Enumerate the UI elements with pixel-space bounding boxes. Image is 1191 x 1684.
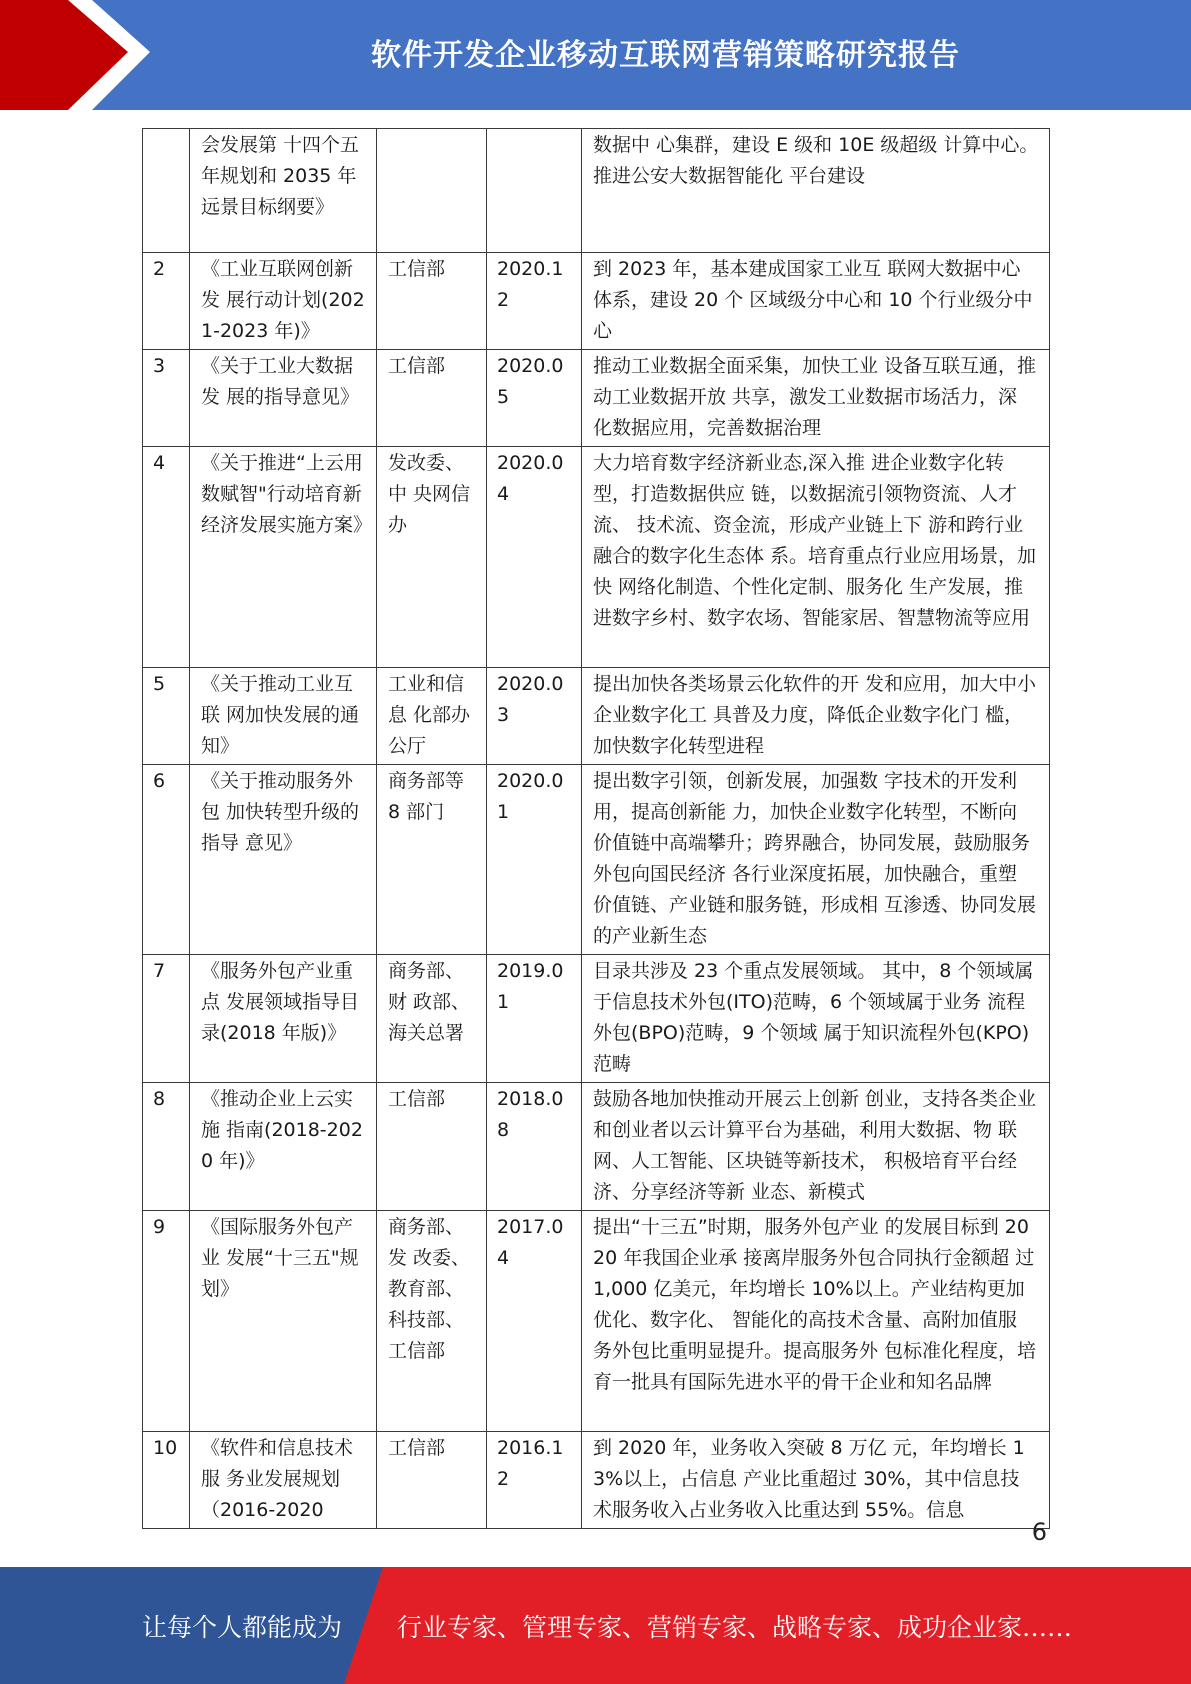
issue-date: 2020.05: [487, 350, 582, 447]
policy-name: 《国际服务外包产业 发展“十三五"规划》: [190, 1211, 377, 1432]
policy-content: 到 2020 年，业务收入突破 8 万亿 元，年均增长 13%以上，占信息 产业比重超过 30%，其中信息技 术服务收入占业务收入比重达到 55%。信息: [582, 1432, 1050, 1529]
issuing-department: 工信部: [377, 1432, 487, 1529]
policy-content: 数据中 心集群，建设 E 级和 10E 级超级 计算中心。推进公安大数据智能化 平台建设: [582, 129, 1050, 253]
issue-date: 2020.04: [487, 447, 582, 668]
issue-date: 2020.12: [487, 253, 582, 350]
table-row: [143, 253, 1050, 350]
issue-date: 2016.12: [487, 1432, 582, 1529]
policy-content: 提出加快各类场景云化软件的开 发和应用，加大中小企业数字化工 具普及力度，降低企业数字化门 槛，加快数字化转型进程: [582, 668, 1050, 765]
table-row: [143, 129, 1050, 253]
table-row: [143, 1083, 1050, 1211]
issue-date: 2017.04: [487, 1211, 582, 1432]
policy-content: 推动工业数据全面采集，加快工业 设备互联互通，推动工业数据开放 共享，激发工业数据市场活力，深 化数据应用，完善数据治理: [582, 350, 1050, 447]
table-row: [143, 668, 1050, 765]
policy-content: 大力培育数字经济新业态,深入推 进企业数字化转型，打造数据供应 链，以数据流引领物资流、人才流、 技术流、资金流，形成产业链上下 游和跨行业融合的数字化生态体 系。培育重点行业应用场景，加快 网络化制造、个性化定制、服务化 生产发展，推进数字乡村、数字农场、智能家居、智慧物流等应用: [582, 447, 1050, 668]
issuing-department: 工业和信息 化部办公厅: [377, 668, 487, 765]
issue-date: 2020.03: [487, 668, 582, 765]
table-row: [143, 765, 1050, 955]
issue-date: [487, 129, 582, 253]
policy-name: 《关于推动工业互联 网加快发展的通知》: [190, 668, 377, 765]
policy-name: 《关于推动服务外包 加快转型升级的指导 意见》: [190, 765, 377, 955]
row-number: 6: [143, 765, 190, 955]
issuing-department: 发改委、中 央网信办: [377, 447, 487, 668]
issuing-department: 商务部、财 政部、海关总署: [377, 955, 487, 1083]
policy-name: 《关于工业大数据发 展的指导意见》: [190, 350, 377, 447]
page-footer: [0, 1567, 1191, 1684]
policy-content: 目录共涉及 23 个重点发展领域。 其中，8 个领域属于信息技术外包(ITO)范畴，6 个领域属于业务 流程外包(BPO)范畴，9 个领域 属于知识流程外包(KPO)范畴: [582, 955, 1050, 1083]
report-title: 软件开发企业移动互联网营销策略研究报告: [371, 38, 960, 73]
row-number: 4: [143, 447, 190, 668]
row-number: 5: [143, 668, 190, 765]
table-row: [143, 1432, 1050, 1529]
policy-content: 提出“十三五”时期，服务外包产业 的发展目标到 2020 年我国企业承 接离岸服务外包合同执行金额超 过 1,000 亿美元，年均增长 10%以上。产业结构更加优化、数字化、 智能化的高技术含量、高附加值服 务外包比重明显提升。提高服务外 包标准化程度，培育一批具有国际先进水平的骨干企业和知名品牌: [582, 1211, 1050, 1432]
policy-content: 鼓励各地加快推动开展云上创新 创业，支持各类企业和创业者以云计算平台为基础，利用大数据、物 联网、人工智能、区块链等新技术， 积极培育平台经济、分享经济等新 业态、新模式: [582, 1083, 1050, 1211]
page-number: 6: [1031, 1518, 1047, 1546]
policy-name: 会发展第 十四个五年规划和 2035 年远景目标纲要》: [190, 129, 377, 253]
row-number: 10: [143, 1432, 190, 1529]
row-number: 8: [143, 1083, 190, 1211]
issue-date: 2018.08: [487, 1083, 582, 1211]
issuing-department: 工信部: [377, 350, 487, 447]
row-number: 3: [143, 350, 190, 447]
issuing-department: 商务部、发 改委、教育部、科技部、工信部: [377, 1211, 487, 1432]
policy-table: [142, 128, 1049, 1529]
row-number: [143, 129, 190, 253]
issuing-department: 商务部等 8 部门: [377, 765, 487, 955]
policy-content: 提出数字引领，创新发展，加强数 字技术的开发利用，提高创新能 力，加快企业数字化转型，不断向 价值链中高端攀升；跨界融合，协同发展，鼓励服务外包向国民经济 各行业深度拓展，加快融合，重塑 价值链、产业链和服务链，形成相 互渗透、协同发展的产业新生态: [582, 765, 1050, 955]
footer-slogan-right: 行业专家、管理专家、营销专家、战略专家、成功企业家……: [397, 1612, 1073, 1642]
issuing-department: 工信部: [377, 1083, 487, 1211]
issuing-department: 工信部: [377, 253, 487, 350]
issuing-department: [377, 129, 487, 253]
policy-name: 《工业互联网创新发 展行动计划(2021-2023 年)》: [190, 253, 377, 350]
row-number: 2: [143, 253, 190, 350]
table-row: [143, 350, 1050, 447]
page-header: [0, 0, 1191, 110]
policy-name: 《服务外包产业重点 发展领域指导目录(2018 年版)》: [190, 955, 377, 1083]
policy-name: 《关于推进“上云用 数赋智"行动培育新 经济发展实施方案》: [190, 447, 377, 668]
issue-date: 2020.01: [487, 765, 582, 955]
table-row: [143, 955, 1050, 1083]
policy-content: 到 2023 年，基本建成国家工业互 联网大数据中心体系，建设 20 个 区域级分中心和 10 个行业级分中 心: [582, 253, 1050, 350]
row-number: 9: [143, 1211, 190, 1432]
footer-slogan-left: 让每个人都能成为: [142, 1612, 343, 1642]
row-number: 7: [143, 955, 190, 1083]
issue-date: 2019.01: [487, 955, 582, 1083]
table-row: [143, 1211, 1050, 1432]
table-row: [143, 447, 1050, 668]
policy-name: 《软件和信息技术服 务业发展规划（2016-2020: [190, 1432, 377, 1529]
policy-name: 《推动企业上云实施 指南(2018-2020 年)》: [190, 1083, 377, 1211]
